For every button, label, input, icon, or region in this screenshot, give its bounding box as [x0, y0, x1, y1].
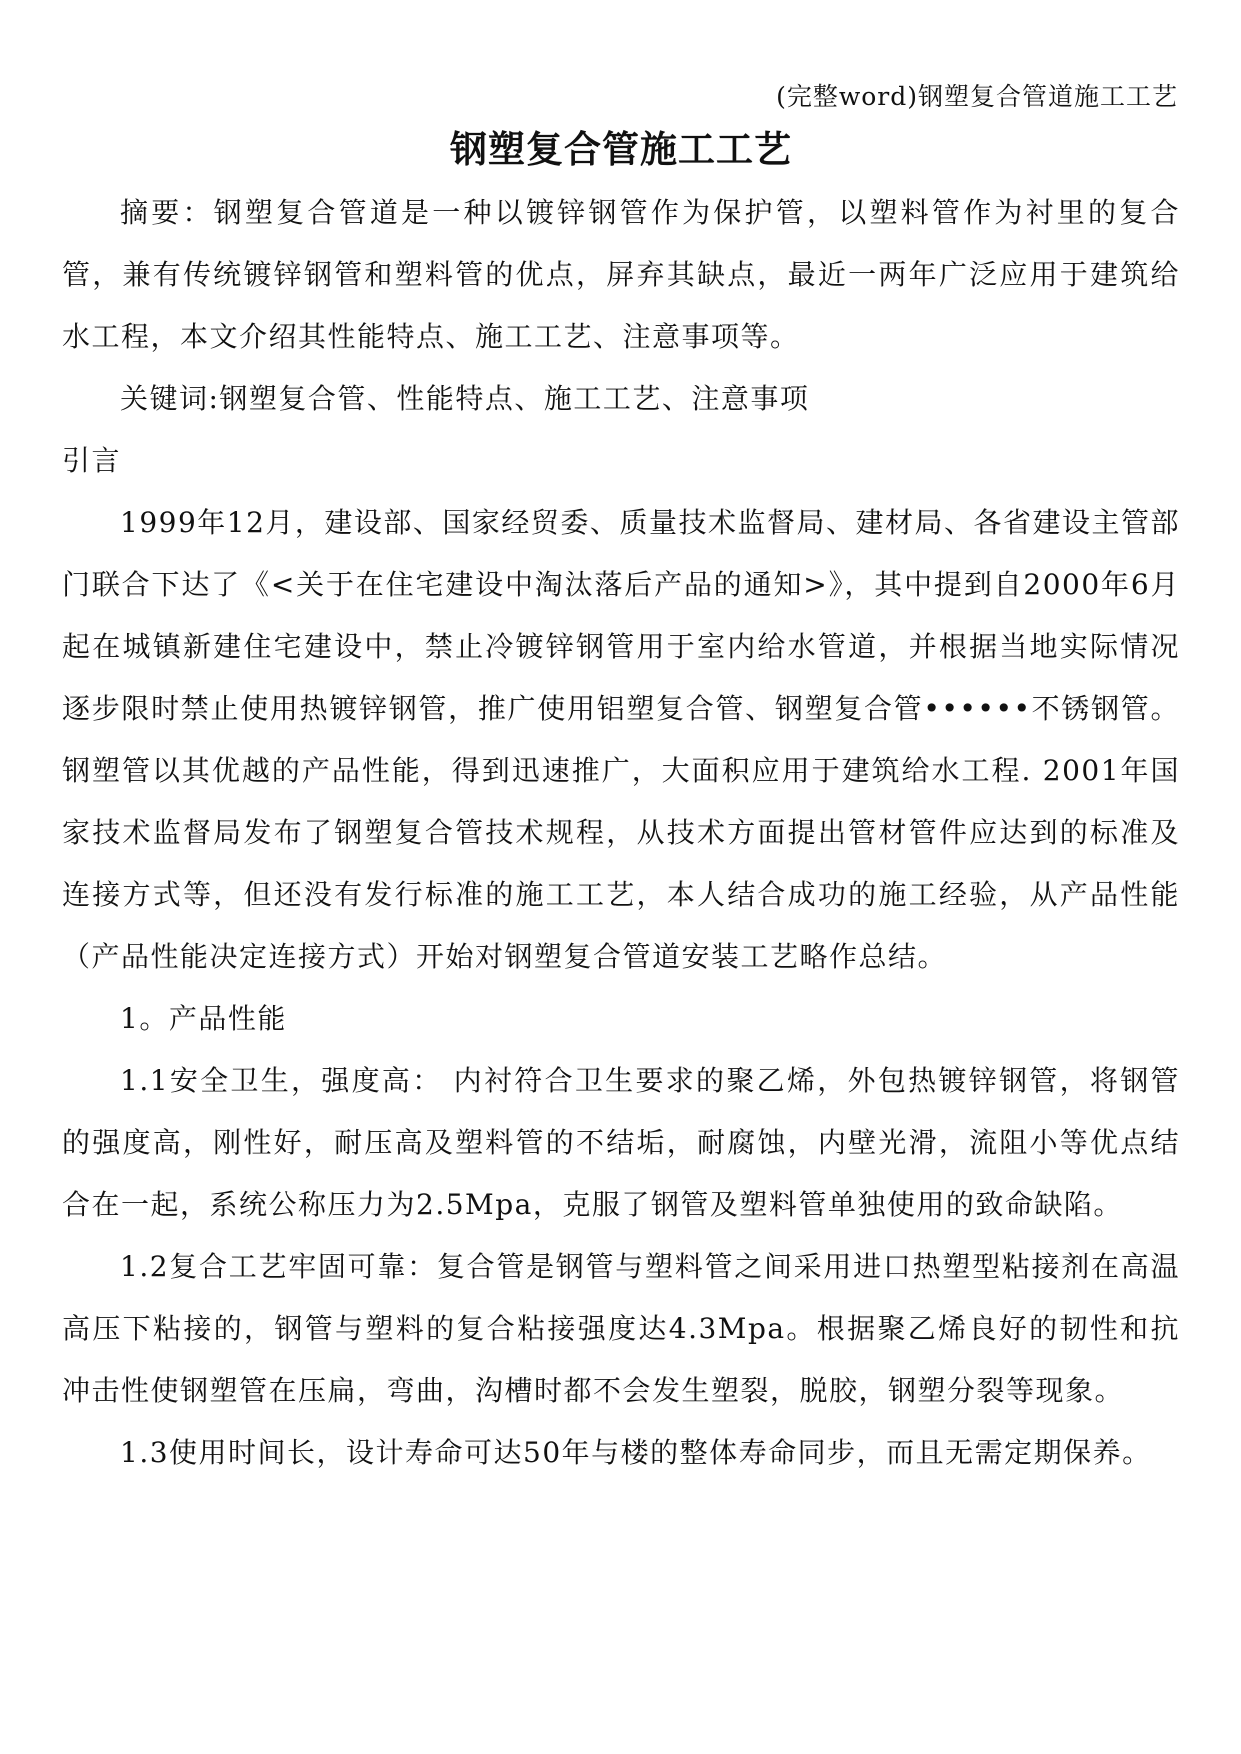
- document-title: 钢塑复合管施工工艺: [450, 128, 792, 171]
- section-1-heading: 1。产品性能: [120, 1002, 287, 1035]
- keywords-paragraph: 关键词:钢塑复合管、性能特点、施工工艺、注意事项: [120, 382, 810, 415]
- abstract-paragraph: 摘要：钢塑复合管道是一种以镀锌钢管作为保护管，以塑料管作为衬里的复合管，兼有传统镀锌钢管和塑料管的优点，屏弃其缺点，最近一两年广泛应用于建筑给水工程，本文介绍其性能特点、施工工艺、注意事项等。: [62, 196, 1180, 353]
- section-1-3-paragraph: 1.3使用时间长，设计寿命可达50年与楼的整体寿命同步，而且无需定期保养。: [120, 1436, 1152, 1469]
- section-1-1-paragraph: 1.1安全卫生，强度高： 内衬符合卫生要求的聚乙烯，外包热镀锌钢管，将钢管的强度高，刚性好，耐压高及塑料管的不结垢，耐腐蚀，内壁光滑，流阻小等优点结合在一起，系统公称压力为2.5Mpa，克服了钢管及塑料管单独使用的致命缺陷。: [62, 1064, 1180, 1221]
- intro-heading: 引言: [62, 444, 122, 477]
- section-1-2-paragraph: 1.2复合工艺牢固可靠：复合管是钢管与塑料管之间采用进口热塑型粘接剂在高温高压下粘接的，钢管与塑料的复合粘接强度达4.3Mpa。根据聚乙烯良好的韧性和抗冲击性使钢塑管在压扁，弯曲，沟槽时都不会发生塑裂，脱胶，钢塑分裂等现象。: [62, 1250, 1180, 1407]
- running-header: (完整word)钢塑复合管道施工工艺: [776, 82, 1178, 111]
- intro-paragraph: 1999年12月，建设部、国家经贸委、质量技术监督局、建材局、各省建设主管部门联合下达了《<关于在住宅建设中淘汰落后产品的通知>》，其中提到自2000年6月起在城镇新建住宅建设中，禁止冷镀锌钢管用于室内给水管道，并根据当地实际情况逐步限时禁止使用热镀锌钢管，推广使用铝塑复合管、钢塑复合管••••••不锈钢管。钢塑管以其优越的产品性能，得到迅速推广，大面积应用于建筑给水工程. 2001年国家技术监督局发布了钢塑复合管技术规程，从技术方面提出管材管件应达到的标准及连接方式等，但还没有发行标准的施工工艺，本人结合成功的施工经验，从产品性能（产品性能决定连接方式）开始对钢塑复合管道安装工艺略作总结。: [62, 506, 1180, 973]
- document-page: [62, 80, 1180, 1484]
